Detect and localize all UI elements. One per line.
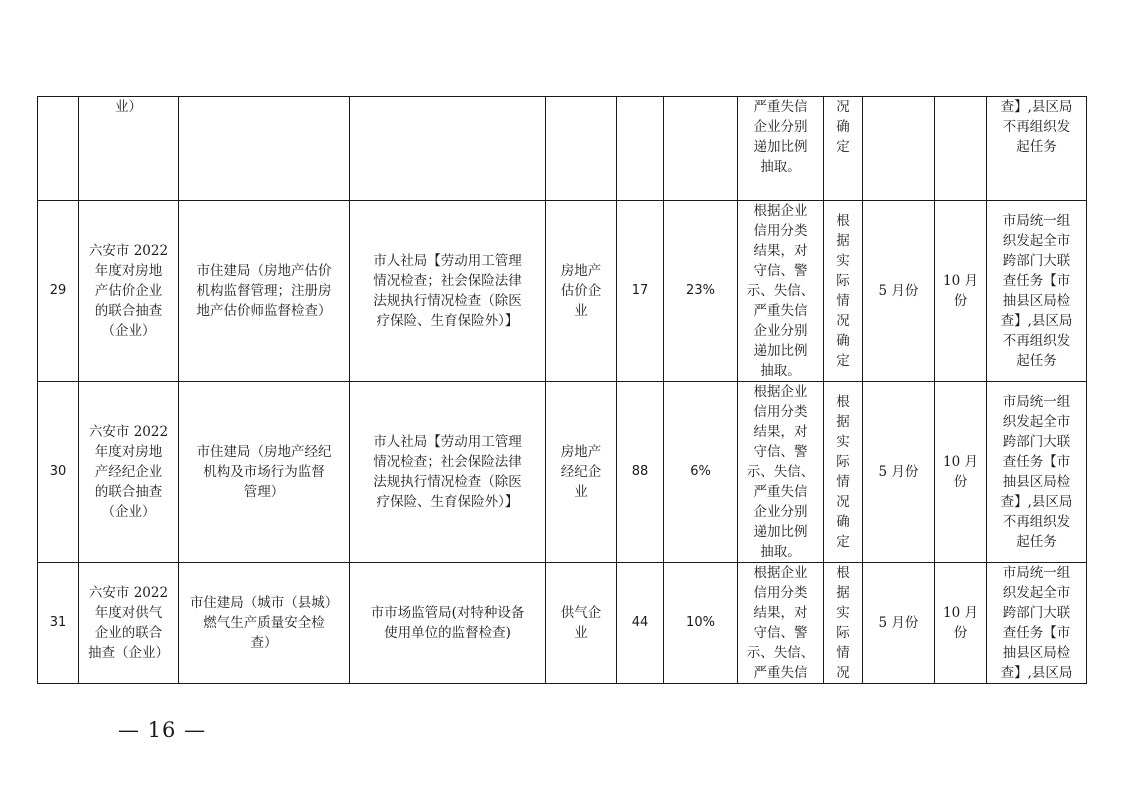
end-month-cell: 10 月 份 [935,201,987,382]
department-cell: 市住建局（城市（县城） 燃气生产质量安全检 查） [179,563,350,684]
row-number-cell: 30 [38,382,79,563]
start-month-cell [863,97,935,201]
quota-cell: 根 据 实 际 情 况 [824,563,863,684]
department-cell: 市住建局（房地产估价 机构监督管理；注册房 地产估价师监督检查） [179,201,350,382]
table-row-continued [38,97,1087,201]
count-cell: 17 [617,201,664,382]
remark-cell: 查】,县区局 不再组织发 起任务 [987,97,1087,201]
joint-department-cell [350,97,546,201]
end-month-cell: 10 月 份 [935,563,987,684]
task-name-cell: 六安市 2022 年度对房地 产经纪企业 的联合抽查 （企业） [79,382,179,563]
count-cell: 44 [617,563,664,684]
department-cell: 市住建局（房地产经纪 机构及市场行为监督 管理） [179,382,350,563]
joint-department-cell: 市市场监管局(对特种设备 使用单位的监督检查) [350,563,546,684]
target-cell: 房地产 经纪企 业 [546,382,617,563]
page-number: — 16 — [118,718,207,742]
table-row [38,201,1087,382]
row-number-cell [38,97,79,201]
target-cell: 房地产 估价企 业 [546,201,617,382]
remark-cell: 市局统一组 织发起全市 跨部门大联 查任务【市 抽县区局检 查】,县区局 不再组织发 起任务 [987,382,1087,563]
task-name-cell: 业） [79,97,179,201]
quota-cell: 根 据 实 际 情 况 确 定 [824,382,863,563]
row-number-cell: 29 [38,201,79,382]
method-cell: 根据企业 信用分类 结果，对 守信、警 示、失信、 严重失信 企业分别 递加比例 抽取。 [738,201,824,382]
end-month-cell [935,97,987,201]
ratio-cell: 10% [664,563,738,684]
table-row [38,563,1087,684]
table-row [38,382,1087,563]
method-cell: 根据企业 信用分类 结果，对 守信、警 示、失信、 严重失信 企业分别 递加比例 抽取。 [738,382,824,563]
joint-department-cell: 市人社局【劳动用工管理 情况检查；社会保险法律 法规执行情况检查（除医 疗保险、生育保险外）】 [350,382,546,563]
start-month-cell: 5 月份 [863,382,935,563]
target-cell [546,97,617,201]
row-number-cell: 31 [38,563,79,684]
method-cell: 根据企业 信用分类 结果，对 守信、警 示、失信、 严重失信 [738,563,824,684]
task-name-cell: 六安市 2022 年度对房地 产估价企业 的联合抽查 （企业） [79,201,179,382]
department-cell [179,97,350,201]
count-cell: 88 [617,382,664,563]
task-name-cell: 六安市 2022 年度对供气 企业的联合 抽查（企业） [79,563,179,684]
ratio-cell [664,97,738,201]
quota-cell: 根 据 实 际 情 况 确 定 [824,201,863,382]
target-cell: 供气企 业 [546,563,617,684]
joint-department-cell: 市人社局【劳动用工管理 情况检查；社会保险法律 法规执行情况检查（除医 疗保险、生育保险外）】 [350,201,546,382]
inspection-table [37,96,1087,684]
ratio-cell: 6% [664,382,738,563]
remark-cell: 市局统一组 织发起全市 跨部门大联 查任务【市 抽县区局检 查】,县区局 不再组织发 起任务 [987,201,1087,382]
start-month-cell: 5 月份 [863,201,935,382]
ratio-cell: 23% [664,201,738,382]
start-month-cell: 5 月份 [863,563,935,684]
method-cell: 严重失信 企业分别 递加比例 抽取。 [738,97,824,201]
end-month-cell: 10 月 份 [935,382,987,563]
quota-cell: 况 确 定 [824,97,863,201]
count-cell [617,97,664,201]
remark-cell: 市局统一组 织发起全市 跨部门大联 查任务【市 抽县区局检 查】,县区局 [987,563,1087,684]
